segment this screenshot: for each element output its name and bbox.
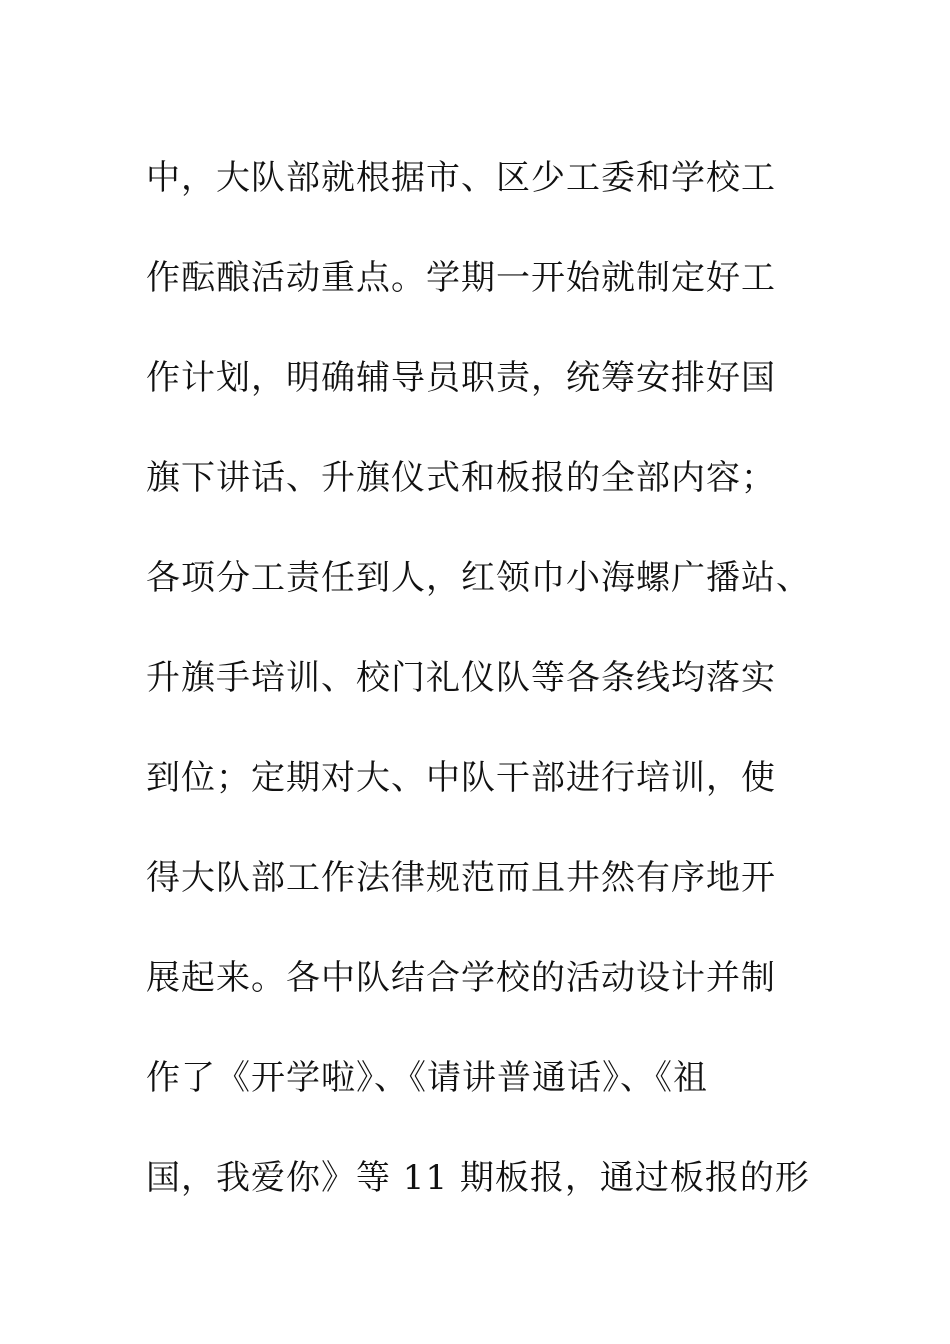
text-line: 得大队部工作法律规范而且井然有序地开 xyxy=(146,858,776,898)
text-line: 旗下讲话、升旗仪式和板报的全部内容； xyxy=(146,458,776,498)
text-line: 展起来。各中队结合学校的活动设计并制 xyxy=(146,958,776,998)
text-line: 作计划，明确辅导员职责，统筹安排好国 xyxy=(146,358,776,398)
body-text xyxy=(146,128,826,1228)
text-line: 作了《开学啦》、《请讲普通话》、《祖 xyxy=(146,1058,708,1098)
text-line: 各项分工责任到人，红领巾小海螺广播站、 xyxy=(146,558,811,598)
text-line: 升旗手培训、校门礼仪队等各条线均落实 xyxy=(146,658,776,698)
text-line: 作酝酿活动重点。学期一开始就制定好工 xyxy=(146,258,776,298)
text-line: 到位；定期对大、中队干部进行培训，使 xyxy=(146,758,776,798)
text-line: 中，大队部就根据市、区少工委和学校工 xyxy=(146,158,776,198)
text-line: 国，我爱你》等 11 期板报，通过板报的形 xyxy=(146,1158,810,1198)
